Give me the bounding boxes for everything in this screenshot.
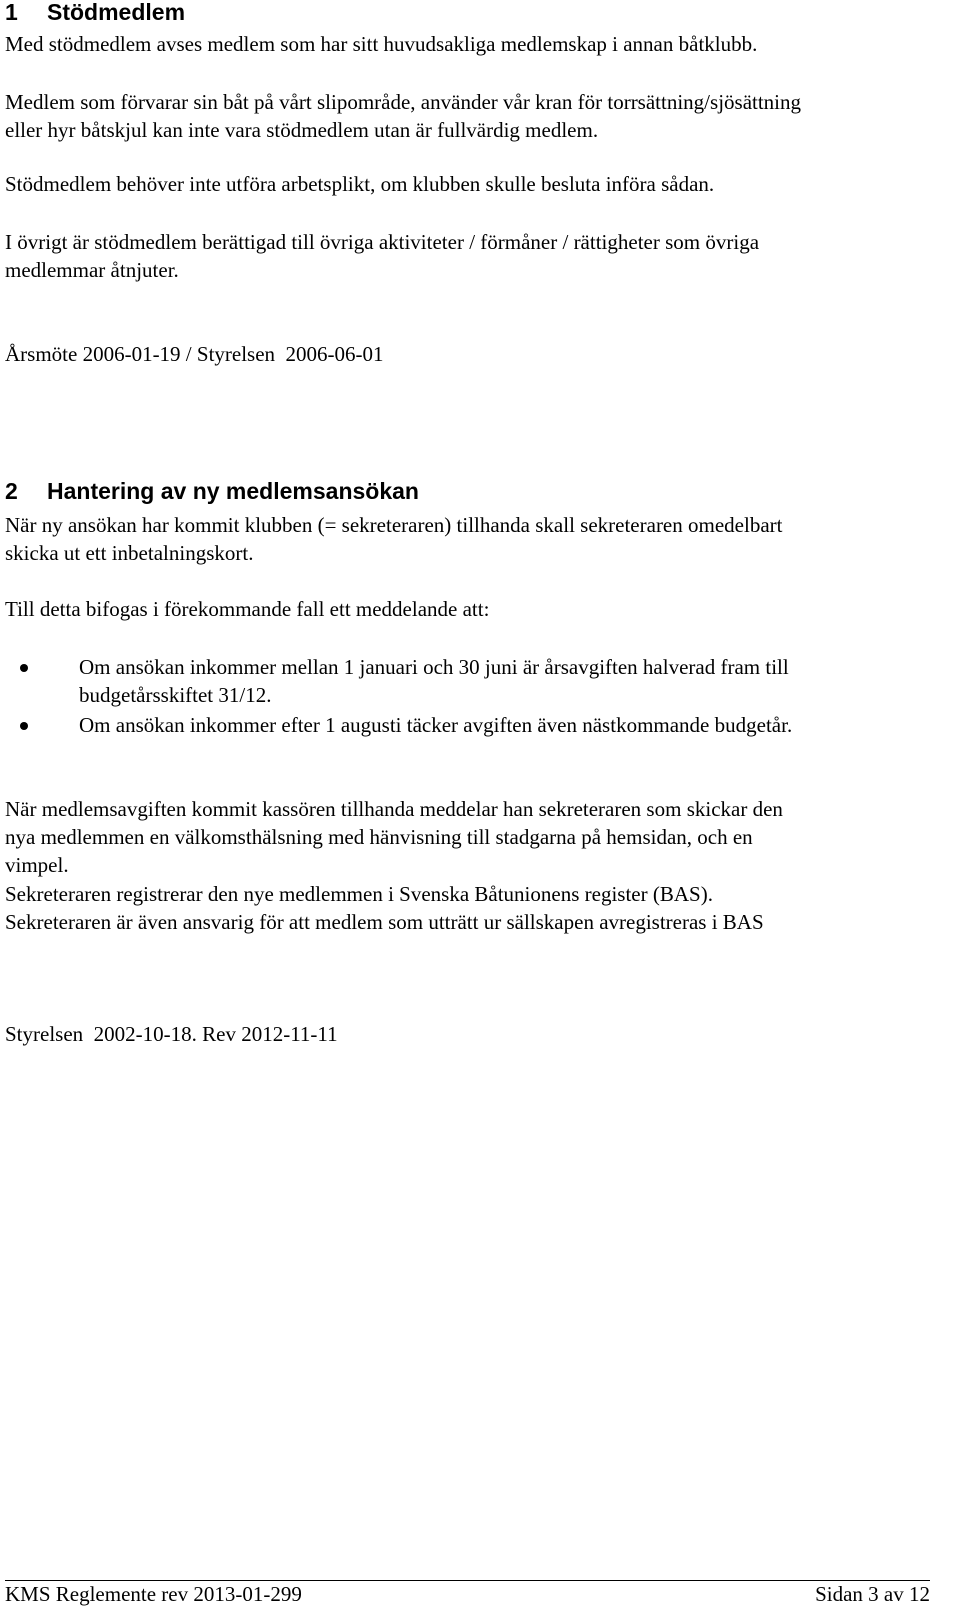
bullet-icon [20,722,28,730]
section-2-title: Hantering av ny medlemsansökan [47,478,419,504]
section-2-number: 2 [5,478,18,504]
footer-page-number: Sidan 3 av 12 [815,1582,930,1606]
section-2-paragraph-2: Till detta bifogas i förekommande fall ett meddelande att: [5,597,490,621]
footer-document-title: KMS Reglemente rev 2013-01-299 [5,1582,302,1606]
section-1-paragraph-4-line-1: I övrigt är stödmedlem berättigad till övriga aktiviteter / förmåner / rättigheter som övriga [5,230,760,254]
section-2-paragraph-4: Sekreteraren registrerar den nye medlemmen i Svenska Båtunionens register (BAS). [5,882,713,906]
section-2-paragraph-1-line-2: skicka ut ett inbetalningskort. [5,541,254,565]
section-2-heading [5,477,419,505]
bullet-icon [20,664,28,672]
section-1-paragraph-3: Stödmedlem behöver inte utföra arbetsplikt, om klubben skulle besluta införa sådan. [5,172,715,196]
section-1-paragraph-4-line-2: medlemmar åtnjuter. [5,258,179,282]
section-1-heading [5,0,185,26]
section-2-paragraph-3-line-2: nya medlemmen en välkomsthälsning med hänvisning till stadgarna på hemsidan, och en [5,825,753,849]
section-2-paragraph-1-line-1: När ny ansökan har kommit klubben (= sekreteraren) tillhanda skall sekreteraren omedelbart [5,513,783,537]
section-2-paragraph-3-line-1: När medlemsavgiften kommit kassören tillhanda meddelar han sekreteraren som skickar den [5,797,783,821]
section-1-signature: Årsmöte 2006-01-19 / Styrelsen 2006-06-01 [5,342,384,366]
bullet-1-line-2: budgetårsskiftet 31/12. [79,683,272,707]
section-1-paragraph-2-line-2: eller hyr båtskjul kan inte vara stödmedlem utan är fullvärdig medlem. [5,118,599,142]
section-1-paragraph-2-line-1: Medlem som förvarar sin båt på vårt slipområde, använder vår kran för torrsättning/sjösättning [5,90,802,114]
section-1-number: 1 [5,0,18,25]
section-1-paragraph-1: Med stödmedlem avses medlem som har sitt huvudsakliga medlemskap i annan båtklubb. [5,32,758,56]
bullet-2: Om ansökan inkommer efter 1 augusti täcker avgiften även nästkommande budgetår. [79,713,793,737]
section-2-signature: Styrelsen 2002-10-18. Rev 2012-11-11 [5,1022,338,1046]
section-1-title: Stödmedlem [47,0,186,25]
section-2-paragraph-5: Sekreteraren är även ansvarig för att medlem som utträtt ur sällskapen avregistreras i BAS [5,910,764,934]
bullet-1-line-1: Om ansökan inkommer mellan 1 januari och 30 juni är årsavgiften halverad fram till [79,655,789,679]
section-2-paragraph-3-line-3: vimpel. [5,853,69,877]
